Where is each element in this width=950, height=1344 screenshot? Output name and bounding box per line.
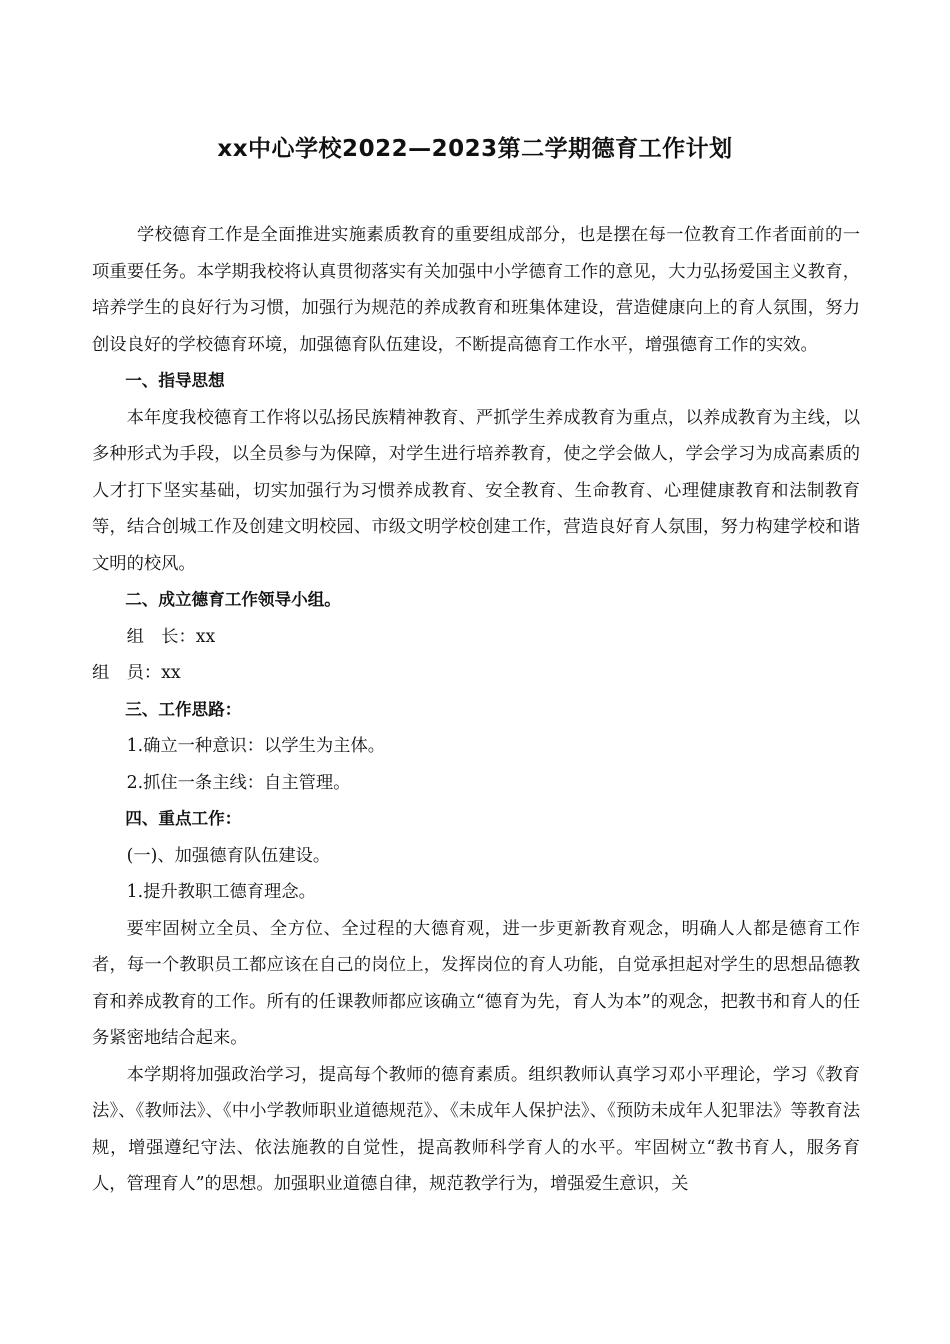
section-2-heading: 二、成立德育工作领导小组。 bbox=[125, 590, 341, 609]
subsection-1-item-1: 1.提升教职工德育理念。 bbox=[126, 882, 316, 902]
paragraph-a: 要牢固树立全员、全方位、全过程的大德育观，进一步更新教育观念，明确人人都是德育工作者，每一个教职员工都应该在自己的岗位上，发挥岗位的育人功能，自觉承担起对学生的思想品德教育和养成教育的工作。所有的任课教师都应该确立“德育为先，育人为本”的观念，把教书和育人的任务紧密地结合起来。 bbox=[92, 918, 860, 1048]
document-title: xx中心学校2022—2023第二学期德育工作计划 bbox=[217, 136, 733, 162]
section-4-heading: 四、重点工作： bbox=[125, 809, 242, 828]
section-1-heading: 一、指导思想 bbox=[125, 371, 225, 390]
leader-line: 组 长：xx bbox=[126, 626, 216, 647]
section-1-paragraph: 本年度我校德育工作将以弘扬民族精神教育、严抓学生养成教育为重点，以养成教育为主线，以多种形式为手段，以全员参与为保障，对学生进行培养教育，使之学会做人，学会学习为成高素质的人才打下坚实基础，切实加强行为习惯养成教育、安全教育、生命教育、心理健康教育和法制教育等，结合创城工作及创建文明校园、市级文明学校创建工作，营造良好育人氛围，努力构建学校和谐文明的校风。 bbox=[92, 407, 860, 574]
subsection-1-heading: (一)、加强德育队伍建设。 bbox=[126, 845, 331, 866]
section-3-heading: 三、工作思路： bbox=[125, 699, 242, 719]
member-line: 组 员：xx bbox=[92, 663, 181, 683]
document-body bbox=[92, 217, 860, 1203]
intro-paragraph: 学校德育工作是全面推进实施素质教育的重要组成部分，也是摆在每一位教育工作者面前的一项重要任务。本学期我校将认真贯彻落实有关加强中小学德育工作的意见，大力弘扬爱国主义教育，培养学生的良好行为习惯，加强行为规范的养成教育和班集体建设，营造健康向上的育人氛围，努力创设良好的学校德育环境，加强德育队伍建设，不断提高德育工作水平，增强德育工作的实效。 bbox=[92, 225, 860, 355]
idea-item-1: 1.确立一种意识：以学生为主体。 bbox=[126, 736, 386, 756]
paragraph-b: 本学期将加强政治学习，提高每个教师的德育素质。组织教师认真学习邓小平理论，学习《教育法》、《教师法》、《中小学教师职业道德规范》、《未成年人保护法》、《预防未成年人犯罪法》等教育法规，增强遵纪守法、依法施教的自觉性，提高教师科学育人的水平。牢固树立“教书育人，服务育人，管理育人”的思想。加强职业道德自律，规范教学行为，增强爱生意识，关 bbox=[92, 1064, 860, 1194]
idea-item-2: 2.抓住一条主线：自主管理。 bbox=[126, 772, 351, 793]
